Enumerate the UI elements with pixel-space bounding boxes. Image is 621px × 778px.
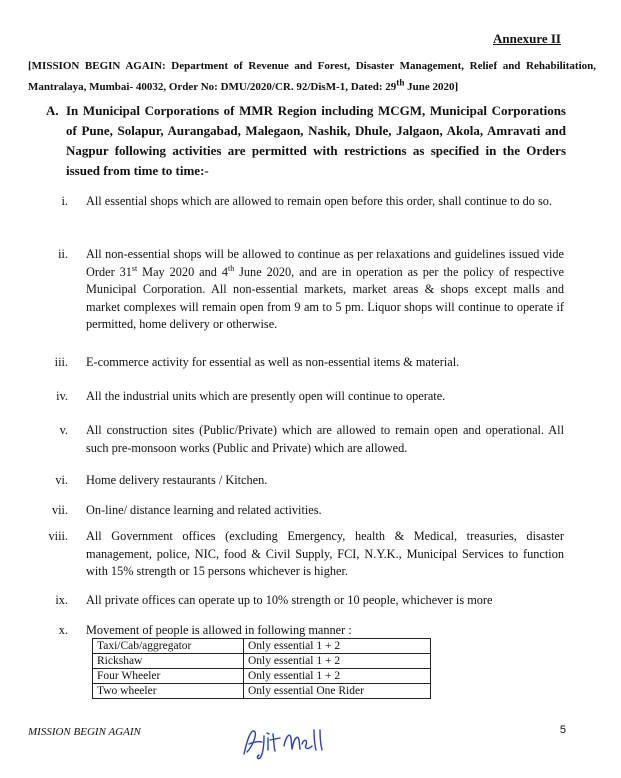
list-item xyxy=(40,472,564,490)
item-number: viii. xyxy=(48,529,68,543)
list-item xyxy=(40,622,564,640)
item-text: Movement of people is allowed in following manner : xyxy=(86,623,352,637)
item-text: All essential shops which are allowed to remain open before this order, shall continue to do so. xyxy=(86,194,552,208)
list-item xyxy=(40,502,564,520)
section-a xyxy=(46,101,566,181)
table-row xyxy=(93,654,431,669)
list-item xyxy=(40,422,564,457)
item-text: All Government offices (excluding Emergency, health & Medical, treasuries, disaster management, police, NIC, food & Civil Supply, FCI, N.Y.K., Municipal Services to function with 15% strength or 15 persons whichever is higher. xyxy=(86,529,564,578)
footer-mission-label: MISSION BEGIN AGAIN xyxy=(28,726,141,738)
order-header xyxy=(28,58,596,95)
vehicle-cell: Four Wheeler xyxy=(93,669,244,684)
item-text: All non-essential shops will be allowed to continue as per relaxations and guidelines issued vide Order 31st May 2020 and 4th June 2020, and are in operation as per the policy of respective Municipal Corporation. All non-essential markets, market areas & shops except malls and market complexes will remain open from 9 am to 5 pm. Liquor shops will continue to operate if permitted, home delivery or otherwise. xyxy=(86,247,564,331)
item-number: vi. xyxy=(55,473,68,487)
rule-cell: Only essential 1 + 2 xyxy=(244,669,431,684)
table-row xyxy=(93,684,431,699)
list-item xyxy=(40,354,564,372)
item-text: All private offices can operate up to 10% strength or 10 people, whichever is more xyxy=(86,593,493,607)
item-text: E-commerce activity for essential as well as non-essential items & material. xyxy=(86,355,460,369)
section-a-text: In Municipal Corporations of MMR Region including MCGM, Municipal Corporations of Pune, Solapur, Aurangabad, Malegaon, Nashik, Dhule, Jalgaon, Akola, Amravati and Nagpur following activities are permitted with restrictions as specified in the Orders issued from time to time:- xyxy=(66,103,566,178)
table-row xyxy=(93,639,431,654)
item-text: All the industrial units which are presently open will continue to operate. xyxy=(86,389,446,403)
list-item xyxy=(40,246,564,334)
list-item xyxy=(40,528,564,581)
table-row xyxy=(93,669,431,684)
item-number: iv. xyxy=(56,389,68,403)
movement-table xyxy=(92,638,431,699)
rule-cell: Only essential 1 + 2 xyxy=(244,654,431,669)
list-item xyxy=(40,592,564,610)
item-number: ix. xyxy=(55,593,68,607)
list-item xyxy=(40,388,564,406)
item-number: iii. xyxy=(54,355,68,369)
item-number: ii. xyxy=(58,247,68,261)
item-number: v. xyxy=(59,423,68,437)
vehicle-cell: Rickshaw xyxy=(93,654,244,669)
item-number: x. xyxy=(58,623,68,637)
page-number: 5 xyxy=(559,724,566,736)
item-text: Home delivery restaurants / Kitchen. xyxy=(86,473,268,487)
section-a-label: A. xyxy=(46,103,59,118)
list-item xyxy=(40,193,564,211)
item-text: On-line/ distance learning and related activities. xyxy=(86,503,322,517)
item-number: vii. xyxy=(51,503,68,517)
order-header-text: [MISSION BEGIN AGAIN: Department of Revenue and Forest, Disaster Management, Relief and Rehabilitation, Mantralaya, Mumbai- 40032, Order No: DMU/2020/CR. 92/DisM-1, Dated: 29th June 2020] xyxy=(28,60,596,93)
item-text: All construction sites (Public/Private) which are allowed to remain open and operational. All such pre-monsoon works (Public and Private) which are allowed. xyxy=(86,423,564,455)
handwritten-signature xyxy=(238,722,328,762)
annexure-label: Annexure II xyxy=(492,31,561,46)
vehicle-cell: Two wheeler xyxy=(93,684,244,699)
rule-cell: Only essential One Rider xyxy=(244,684,431,699)
item-number: i. xyxy=(61,194,68,208)
rule-cell: Only essential 1 + 2 xyxy=(244,639,431,654)
vehicle-cell: Taxi/Cab/aggregator xyxy=(93,639,244,654)
